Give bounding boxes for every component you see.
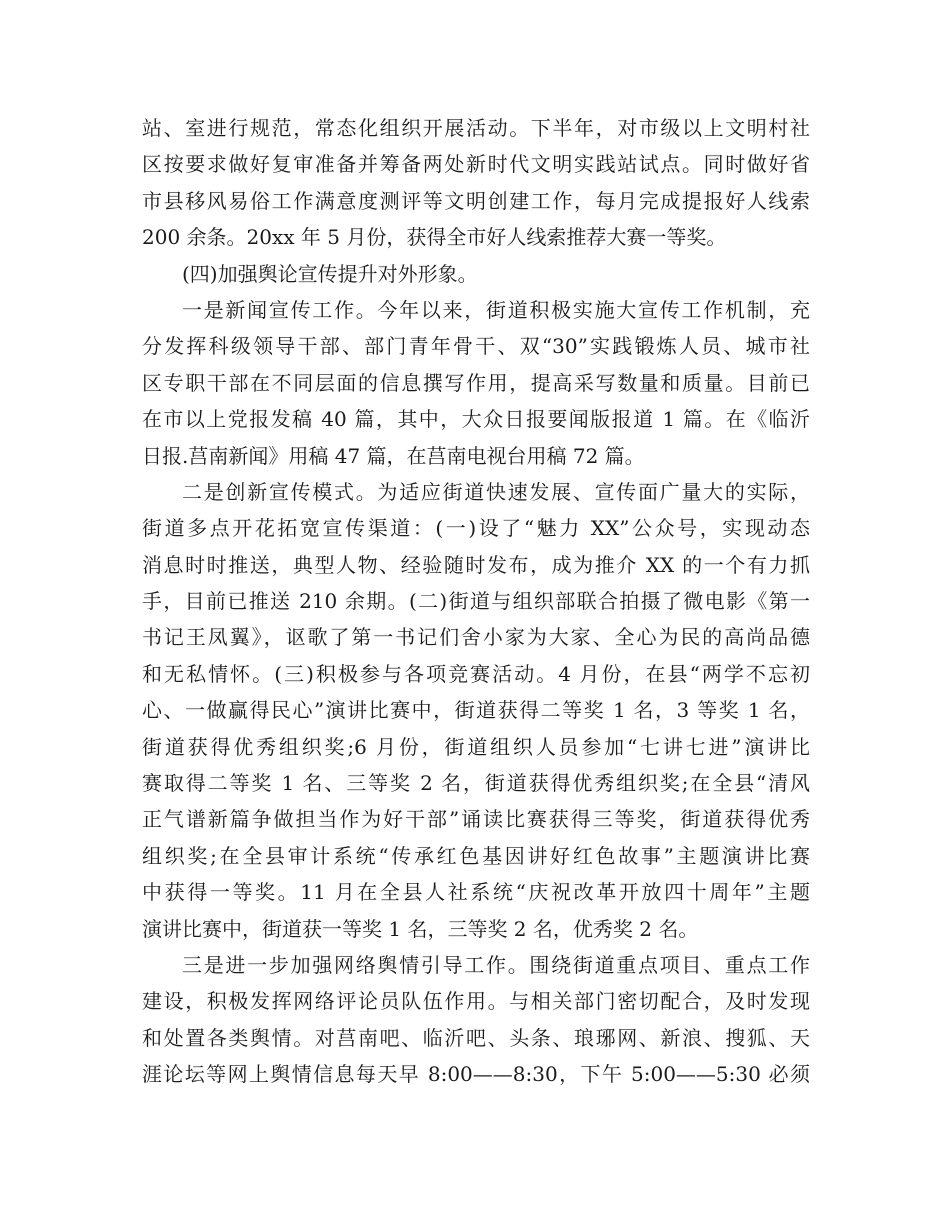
text-line: 街道获得优秀组织奖;6 月份，街道组织人员参加“七讲七进”演讲比 [142, 734, 810, 759]
text-line: 演讲比赛中，街道获一等奖 1 名，三等奖 2 名，优秀奖 2 名。 [142, 916, 699, 941]
text-line: 建设，积极发挥网络评论员队伍作用。与相关部门密切配合，及时发现 [142, 989, 810, 1014]
text-line: 和无私情怀。(三)积极参与各项竞赛活动。4 月份，在县“两学不忘初 [142, 661, 810, 686]
text-line: 街道多点开花拓宽宣传渠道：(一)设了“魅力 XX”公众号，实现动态 [142, 516, 810, 541]
text-line: 书记王凤翼》，讴歌了第一书记们舍小家为大家、全心为民的高尚品德 [142, 625, 810, 650]
text-line: 日报.莒南新闻》用稿 47 篇，在莒南电视台用稿 72 篇。 [142, 443, 645, 468]
text-line: 区专职干部在不同层面的信息撰写作用，提高采写数量和质量。目前已 [142, 370, 810, 395]
text-line: (四)加强舆论宣传提升对外形象。 [182, 261, 478, 286]
text-line: 组织奖;在全县审计系统“传承红色基因讲好红色故事”主题演讲比赛 [142, 843, 810, 868]
text-line: 200 余条。20xx 年 5 月份，获得全市好人线索推荐大赛一等奖。 [142, 225, 727, 250]
text-line: 和处置各类舆情。对莒南吧、临沂吧、头条、琅琊网、新浪、搜狐、天 [142, 1025, 810, 1050]
text-line: 站、室进行规范，常态化组织开展活动。下半年，对市级以上文明村社 [142, 116, 810, 140]
text-line: 二是创新宣传模式。为适应街道快速发展、宣传面广量大的实际， [182, 479, 810, 504]
text-line: 市县移风易俗工作满意度测评等文明创建工作，每月完成提报好人线索 [142, 188, 810, 213]
text-line: 区按要求做好复审准备并筹备两处新时代文明实践站试点。同时做好省 [142, 152, 810, 177]
text-line: 正气谱新篇争做担当作为好干部”诵读比赛获得三等奖，街道获得优秀 [142, 807, 810, 832]
document-body [142, 110, 810, 1093]
text-line: 心、一做赢得民心”演讲比赛中，街道获得二等奖 1 名，3 等奖 1 名， [142, 698, 810, 723]
text-line: 手，目前已推送 210 余期。(二)街道与组织部联合拍摄了微电影《第一 [142, 589, 810, 614]
text-line: 三是进一步加强网络舆情引导工作。围绕街道重点项目、重点工作 [182, 952, 810, 977]
text-line: 一是新闻宣传工作。今年以来，街道积极实施大宣传工作机制，充 [182, 297, 810, 322]
text-line: 分发挥科级领导干部、部门青年骨干、双“30”实践锻炼人员、城市社 [142, 334, 810, 359]
text-line: 消息时时推送，典型人物、经验随时发布，成为推介 XX 的一个有力抓 [142, 552, 810, 577]
text-line: 在市以上党报发稿 40 篇，其中，大众日报要闻版报道 1 篇。在《临沂 [142, 407, 810, 432]
text-line: 赛取得二等奖 1 名、三等奖 2 名，街道获得优秀组织奖;在全县“清风 [142, 771, 810, 796]
text-line: 中获得一等奖。11 月在全县人社系统“庆祝改革开放四十周年”主题 [142, 880, 810, 905]
text-line: 涯论坛等网上舆情信息每天早 8:00——8:30，下午 5:00——5:30 必须 [142, 1062, 810, 1087]
